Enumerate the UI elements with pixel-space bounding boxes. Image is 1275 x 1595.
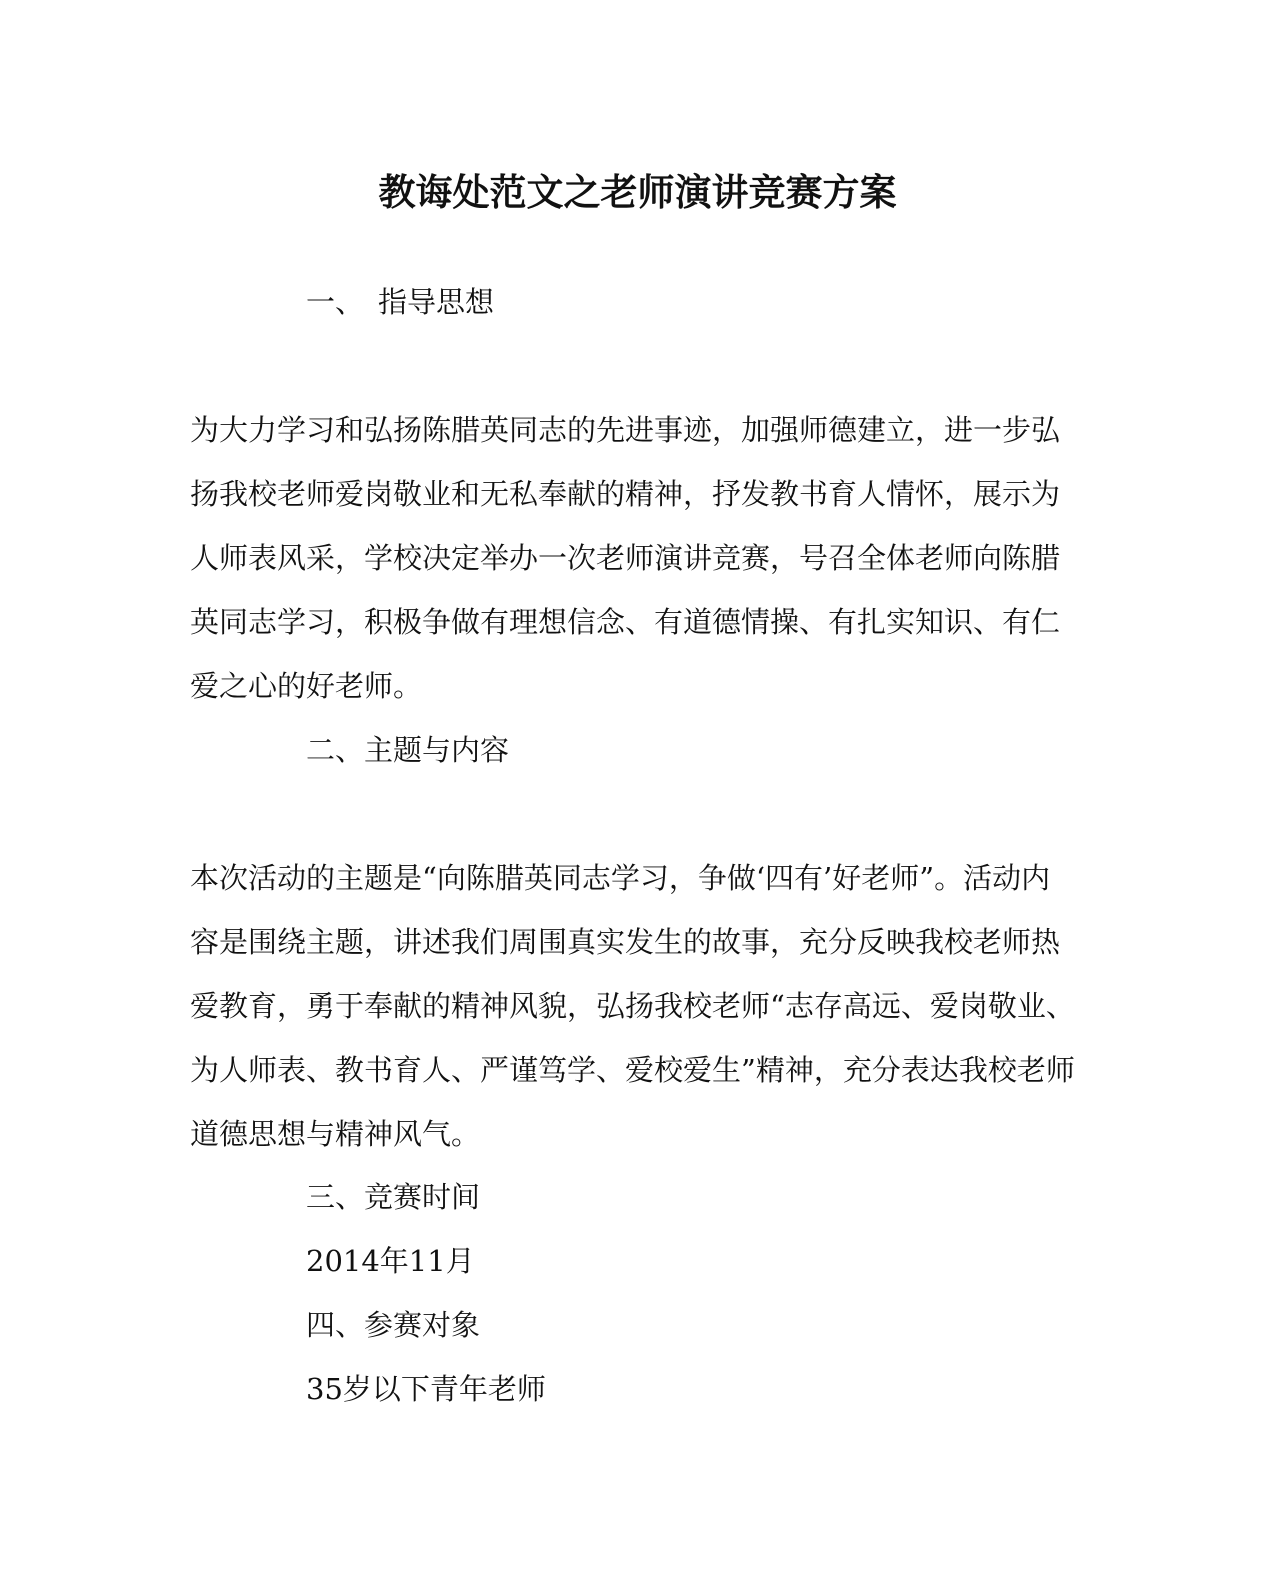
competition-date: 2014年11月 bbox=[306, 1244, 475, 1278]
paragraph-line: 为大力学习和弘扬陈腊英同志的先进事迹，加强师德建立，进一步弘 bbox=[190, 413, 1061, 447]
paragraph-line: 容是围绕主题，讲述我们周围真实发生的故事，充分反映我校老师热 bbox=[190, 925, 1061, 959]
paragraph-line: 英同志学习，积极争做有理想信念、有道德情操、有扎实知识、有仁 bbox=[190, 605, 1061, 639]
section-paragraph-1 bbox=[190, 398, 1070, 718]
paragraph-line: 扬我校老师爱岗敬业和无私奉献的精神，抒发教书育人情怀，展示为 bbox=[190, 477, 1061, 511]
paragraph-line: 人师表风采，学校决定举办一次老师演讲竞赛，号召全体老师向陈腊 bbox=[190, 541, 1061, 575]
paragraph-line: 本次活动的主题是“向陈腊英同志学习，争做‘四有’好老师”。活动内 bbox=[190, 861, 1051, 895]
section-heading-1 bbox=[306, 282, 494, 322]
paragraph-line: 爱教育，勇于奉献的精神风貌，弘扬我校老师“志存高远、爱岗敬业、 bbox=[190, 989, 1075, 1023]
paragraph-line: 爱之心的好老师。 bbox=[190, 669, 423, 703]
section-paragraph-2 bbox=[190, 846, 1075, 1166]
section-heading-2: 二、主题与内容 bbox=[306, 733, 510, 767]
section-heading-3: 三、竞赛时间 bbox=[306, 1180, 481, 1214]
paragraph-line: 为人师表、教书育人、严谨笃学、爱校爱生”精神，充分表达我校老师 bbox=[190, 1053, 1075, 1087]
paragraph-line: 道德思想与精神风气。 bbox=[190, 1117, 481, 1151]
section-title-1: 指导思想 bbox=[378, 285, 495, 319]
participant-target: 35岁以下青年老师 bbox=[306, 1372, 546, 1406]
section-number-1: 一、 bbox=[306, 285, 365, 319]
section-heading-4: 四、参赛对象 bbox=[306, 1308, 481, 1342]
document-title: 教诲处范文之老师演讲竞赛方案 bbox=[378, 170, 897, 214]
